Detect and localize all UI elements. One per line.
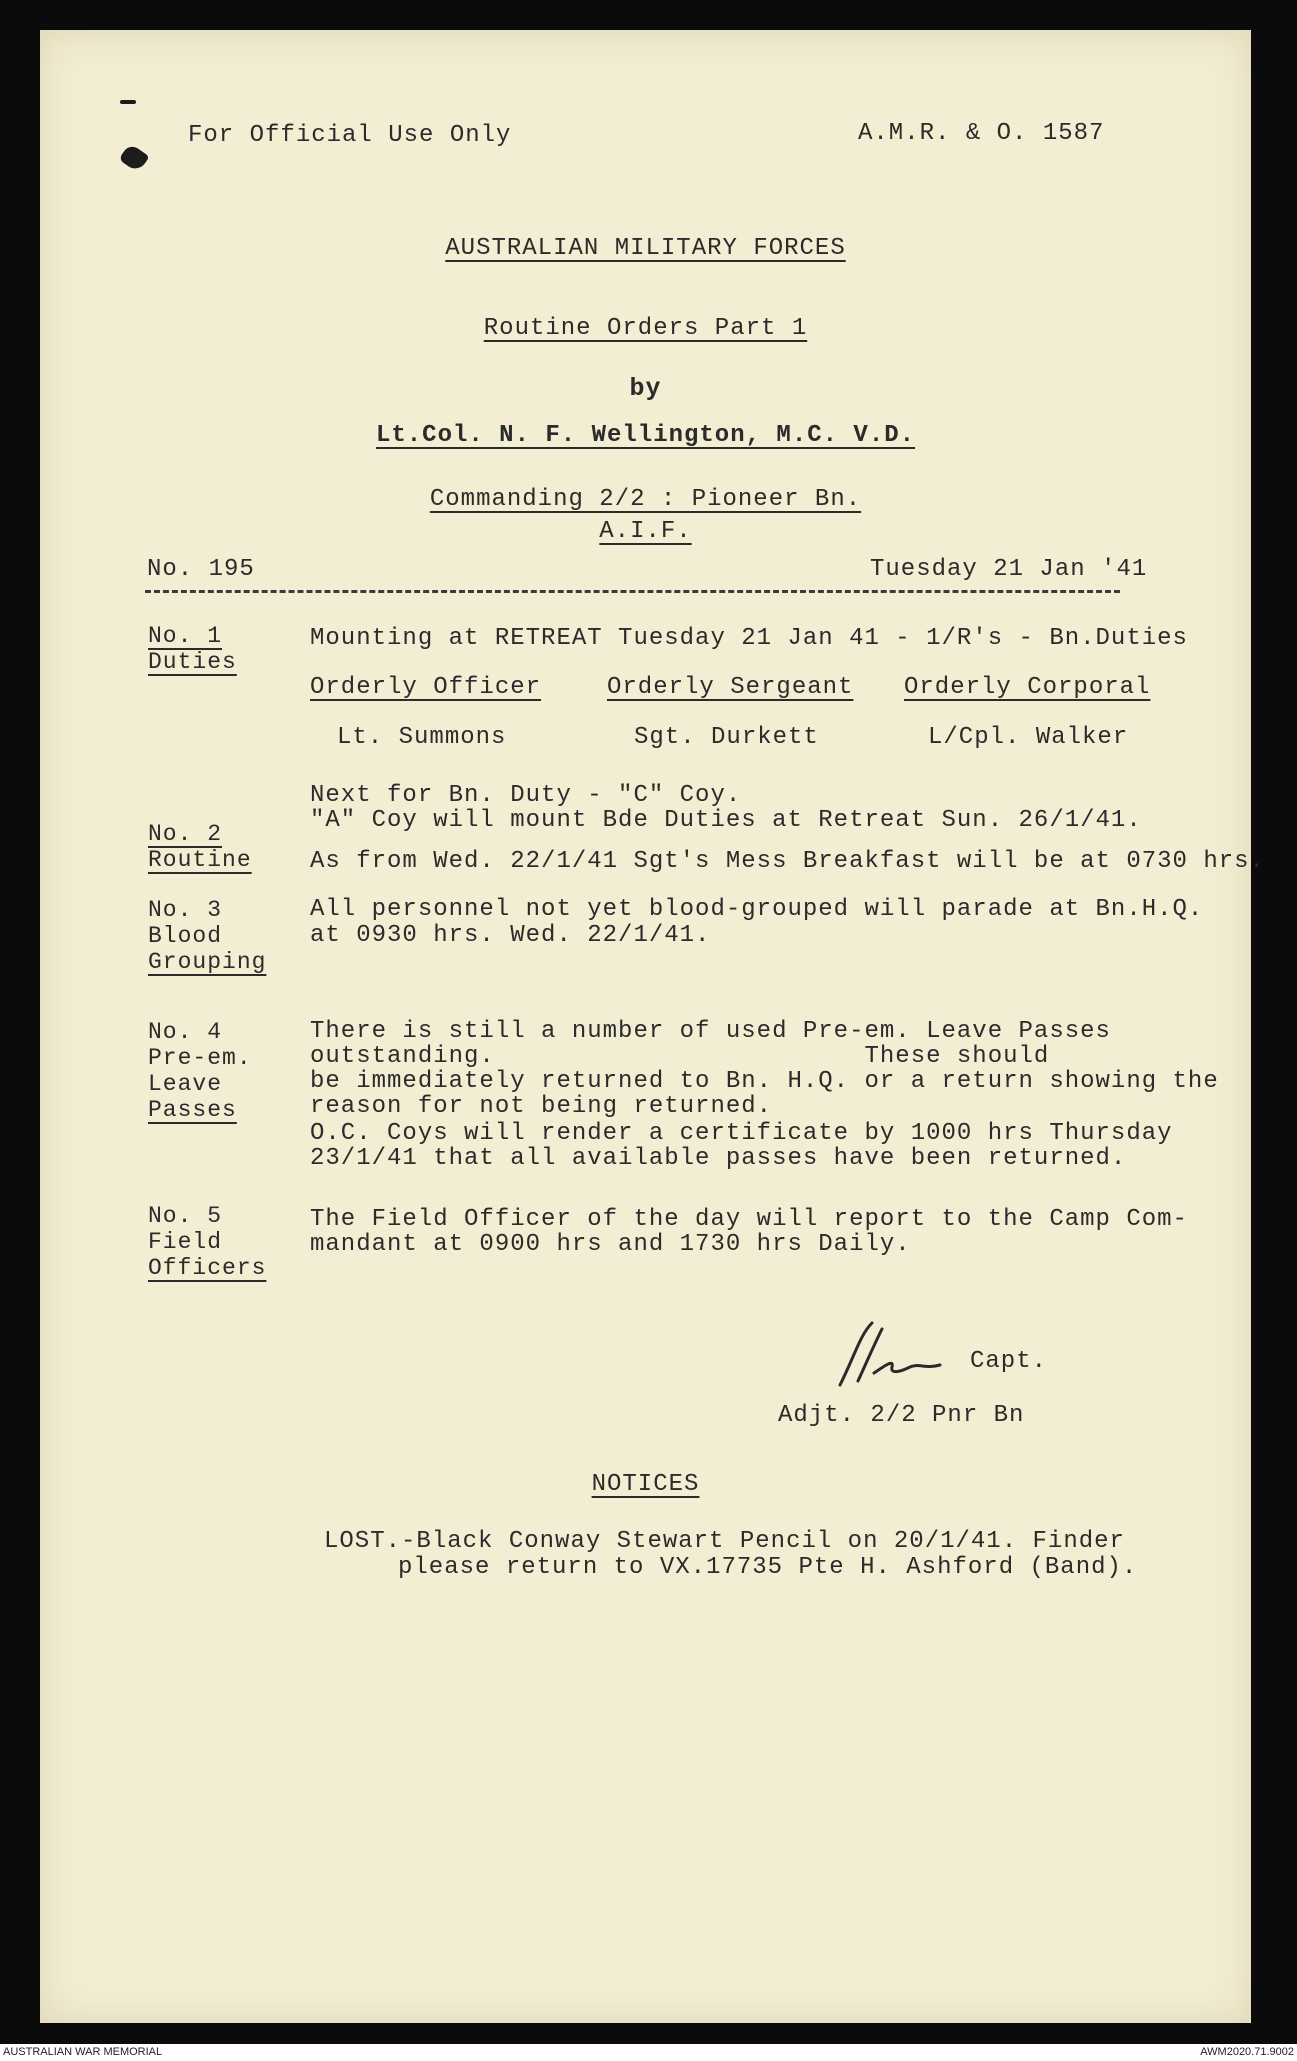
orders-heading: Routine Orders Part 1 (483, 315, 808, 342)
staple-mark (120, 100, 136, 104)
item-4-heading-2: Leave (148, 1071, 223, 1097)
handwritten-signature (830, 1315, 960, 1395)
item-2-heading: Routine (148, 847, 252, 873)
item-4-line-2: outstanding. These should (310, 1043, 1050, 1070)
order-date: Tuesday 21 Jan '41 (870, 556, 1148, 583)
item-5-heading-1: Field (148, 1229, 223, 1255)
item-5-heading-2: Officers (148, 1255, 267, 1281)
document-page (40, 30, 1265, 2023)
duty-col-sergeant: Orderly Sergeant (607, 674, 854, 701)
unit-name: Commanding 2/2 : Pioneer Bn. (429, 486, 862, 513)
item-1-heading: Duties (148, 649, 237, 675)
duty-officer-name: Lt. Summons (337, 724, 507, 751)
by-label: by (629, 374, 662, 403)
item-3-heading-1: Blood (148, 923, 223, 949)
item-5-number: No. 5 (148, 1203, 223, 1229)
punch-hole-mark (118, 143, 149, 173)
item-3-line-2: at 0930 hrs. Wed. 22/1/41. (310, 922, 711, 949)
duty-corporal-name: L/Cpl. Walker (928, 724, 1129, 751)
bde-duty-line: "A" Coy will mount Bde Duties at Retreat Sun. 26/1/41. (310, 807, 1142, 834)
item-1-text: Mounting at RETREAT Tuesday 21 Jan 41 - 1/R's - Bn.Duties (310, 625, 1188, 652)
item-5-line-1: The Field Officer of the day will report to the Camp Com- (310, 1206, 1188, 1233)
order-number: No. 195 (147, 556, 255, 583)
item-1-number: No. 1 (148, 623, 223, 649)
duty-col-officer: Orderly Officer (310, 674, 542, 701)
document-title: AUSTRALIAN MILITARY FORCES (445, 235, 846, 262)
item-4-line-1: There is still a number of used Pre-em. Leave Passes (310, 1018, 1111, 1045)
commander-name: Lt.Col. N. F. Wellington, M.C. V.D. (375, 422, 916, 449)
archive-id: AWM2020.71.9002 (1200, 2046, 1294, 2058)
signatory-role: Adjt. 2/2 Pnr Bn (778, 1402, 1025, 1429)
item-5-line-2: mandant at 0900 hrs and 1730 hrs Daily. (310, 1231, 911, 1258)
signatory-rank: Capt. (970, 1348, 1048, 1375)
item-3-line-1: All personnel not yet blood-grouped will parade at Bn.H.Q. (310, 896, 1204, 923)
reference-number: A.M.R. & O. 1587 (858, 120, 1105, 147)
item-4-line-4: reason for not being returned. (310, 1093, 773, 1120)
notices-heading: NOTICES (591, 1471, 700, 1498)
official-use-label: For Official Use Only (188, 122, 512, 149)
item-4-line-6: 23/1/41 that all available passes have been returned. (310, 1145, 1127, 1172)
item-2-text: As from Wed. 22/1/41 Sgt's Mess Breakfast will be at 0730 hrs. (310, 848, 1265, 875)
notice-line-2: please return to VX.17735 Pte H. Ashford (Band). (398, 1554, 1138, 1581)
dashed-rule (145, 590, 1120, 593)
item-4-heading-1: Pre-em. (148, 1045, 252, 1071)
force-name: A.I.F. (599, 518, 692, 545)
item-2-number: No. 2 (148, 821, 223, 847)
item-4-line-5: O.C. Coys will render a certificate by 1000 hrs Thursday (310, 1120, 1173, 1147)
next-duty-line: Next for Bn. Duty - "C" Coy. (310, 782, 742, 809)
notice-line-1: LOST.-Black Conway Stewart Pencil on 20/1/41. Finder (324, 1528, 1125, 1555)
item-3-number: No. 3 (148, 897, 223, 923)
item-3-heading-2: Grouping (148, 949, 267, 975)
duty-sergeant-name: Sgt. Durkett (634, 724, 819, 751)
item-4-number: No. 4 (148, 1019, 223, 1045)
item-4-heading-3: Passes (148, 1097, 237, 1123)
item-4-line-3: be immediately returned to Bn. H.Q. or a return showing the (310, 1068, 1219, 1095)
archive-credit: AUSTRALIAN WAR MEMORIAL (3, 2046, 163, 2058)
duty-col-corporal: Orderly Corporal (904, 674, 1151, 701)
